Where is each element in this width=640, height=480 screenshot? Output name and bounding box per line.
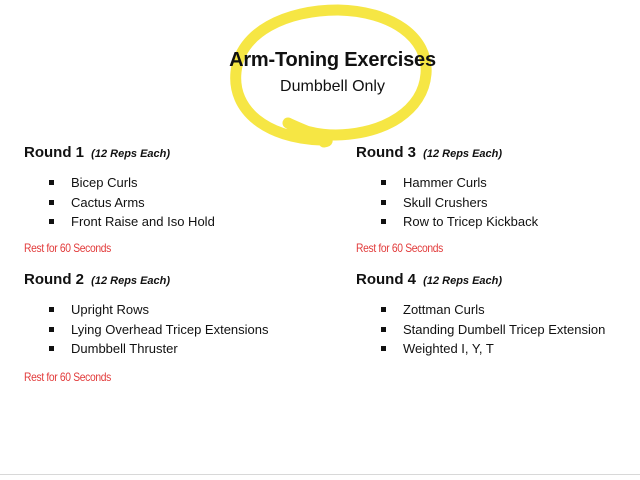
round-3-rest-note: Rest for 60 Seconds	[356, 241, 443, 255]
bottom-divider	[0, 474, 640, 475]
round-4-exercise-list	[356, 300, 640, 359]
exercise-item	[24, 300, 324, 320]
exercise-label: Cactus Arms	[71, 194, 145, 210]
highlight-circle-icon	[226, 2, 436, 152]
round-2-exercise-list	[24, 300, 324, 359]
round-2-reps: (12 Reps Each)	[91, 275, 171, 287]
round-4-heading	[356, 271, 640, 288]
round-1-rest-note: Rest for 60 Seconds	[24, 241, 111, 255]
round-1-heading	[24, 144, 324, 161]
exercise-label: Skull Crushers	[403, 194, 488, 210]
square-bullet-icon	[381, 219, 386, 224]
round-3-label: Round 3	[356, 144, 416, 161]
exercise-label: Standing Dumbell Tricep Extension	[403, 321, 606, 337]
round-1-section	[24, 144, 324, 232]
exercise-label: Zottman Curls	[403, 302, 485, 317]
square-bullet-icon	[49, 219, 54, 224]
round-2-label: Round 2	[24, 271, 84, 288]
round-2-rest-note: Rest for 60 Seconds	[24, 370, 111, 384]
exercise-label: Bicep Curls	[71, 175, 138, 190]
round-3-exercise-list	[356, 173, 640, 232]
round-1-label: Round 1	[24, 144, 84, 161]
exercise-item	[24, 193, 324, 213]
square-bullet-icon	[381, 307, 386, 312]
square-bullet-icon	[381, 200, 386, 205]
page-title: Arm-Toning Exercises	[229, 49, 436, 71]
exercise-label: Upright Rows	[71, 302, 150, 317]
exercise-item	[24, 339, 324, 359]
exercise-label: Weighted I, Y, T	[403, 341, 494, 356]
exercise-item	[356, 339, 640, 359]
round-1-reps: (12 Reps Each)	[91, 148, 171, 160]
round-4-reps: (12 Reps Each)	[423, 275, 503, 287]
exercise-item	[24, 173, 324, 193]
square-bullet-icon	[49, 346, 54, 351]
exercise-label: Dumbbell Thruster	[71, 341, 178, 356]
exercise-item	[356, 193, 640, 213]
square-bullet-icon	[49, 307, 54, 312]
square-bullet-icon	[49, 200, 54, 205]
exercise-item	[356, 300, 640, 320]
square-bullet-icon	[381, 327, 386, 332]
round-2-heading	[24, 271, 324, 288]
exercise-label: Row to Tricep Kickback	[403, 214, 539, 229]
round-4-section	[356, 271, 640, 359]
round-1-exercise-list	[24, 173, 324, 232]
round-4-label: Round 4	[356, 271, 416, 288]
exercise-item	[356, 173, 640, 193]
exercise-label: Front Raise and Iso Hold	[71, 214, 215, 229]
page-subtitle: Dumbbell Only	[280, 78, 385, 95]
exercise-item	[24, 320, 324, 340]
exercise-item	[356, 212, 640, 232]
round-3-heading	[356, 144, 640, 161]
exercise-item	[356, 320, 640, 340]
round-3-section	[356, 144, 640, 232]
exercise-label: Lying Overhead Tricep Extensions	[71, 321, 269, 337]
exercise-label: Hammer Curls	[403, 175, 487, 190]
exercise-item	[24, 212, 324, 232]
square-bullet-icon	[381, 180, 386, 185]
round-2-section	[24, 271, 324, 359]
round-3-reps: (12 Reps Each)	[423, 148, 503, 160]
square-bullet-icon	[49, 180, 54, 185]
square-bullet-icon	[49, 327, 54, 332]
square-bullet-icon	[381, 346, 386, 351]
